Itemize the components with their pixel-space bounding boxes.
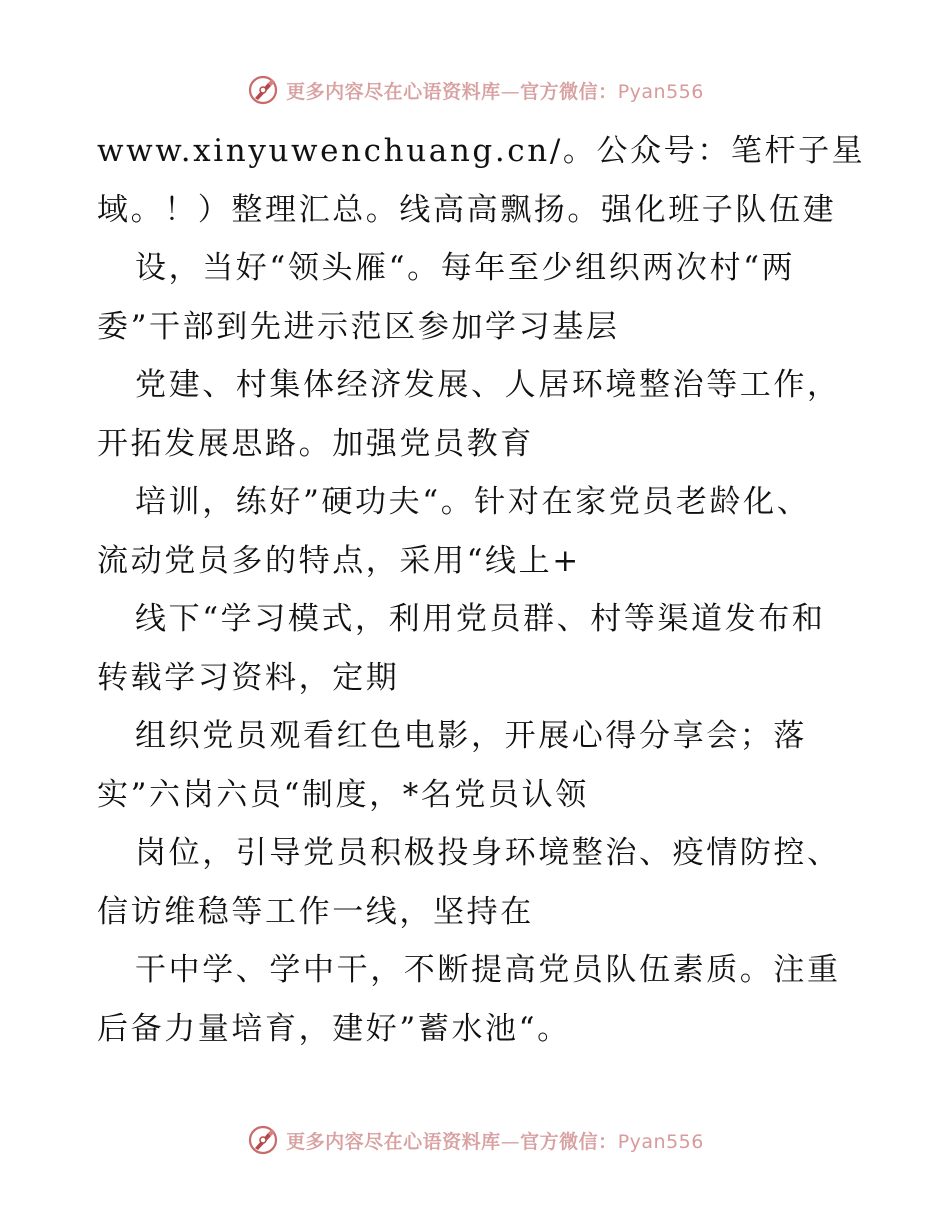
watermark-wechat-label: 官方微信： — [520, 80, 618, 103]
watermark-dash: — — [500, 80, 521, 103]
text-line: 岗位，引导党员积极投身环境整治、疫情防控、 — [135, 835, 841, 871]
text-line: 党建、村集体经济发展、人居环境整治等工作， — [135, 367, 841, 403]
pen-circle-logo-icon — [246, 73, 280, 107]
text-line: 域。！）整理汇总。线高高飘扬。强化班子队伍建 — [97, 191, 837, 228]
pen-circle-logo-icon — [246, 1123, 280, 1157]
header-watermark — [0, 70, 950, 110]
watermark-text — [286, 77, 704, 104]
text-line: 后备力量培育，建好”蓄水池“。 — [97, 1010, 571, 1047]
text-line: 委”干部到先进示范区参加学习基层 — [97, 308, 620, 345]
text-line: 信访维稳等工作一线，坚持在 — [97, 893, 534, 930]
text-line: 线下“学习模式，利用党员群、村等渠道发布和 — [135, 601, 826, 637]
watermark-dash: — — [500, 1130, 521, 1153]
text-line: 实”六岗六员“制度，*名党员认领 — [97, 776, 589, 813]
text-line: 转载学习资料，定期 — [97, 659, 400, 696]
watermark-site-name: 更多内容尽在心语资料库 — [286, 1130, 501, 1153]
watermark-text — [286, 1127, 704, 1154]
text-line: 流动党员多的特点，采用“线上+ — [97, 542, 581, 579]
document-body — [97, 122, 866, 1058]
text-line: 开拓发展思路。加强党员教育 — [97, 425, 534, 462]
watermark-site-name: 更多内容尽在心语资料库 — [286, 80, 501, 103]
text-line: 组织党员观看红色电影，开展心得分享会；落 — [135, 718, 807, 754]
watermark-wechat-id: Pyan556 — [617, 80, 704, 103]
text-line: www.xinyuwenchuang.cn/。公众号：笔杆子星 — [97, 133, 866, 169]
watermark-wechat-id: Pyan556 — [617, 1130, 704, 1153]
footer-watermark — [0, 1120, 950, 1160]
text-line: 干中学、学中干，不断提高党员队伍素质。注重 — [135, 952, 841, 988]
text-line: 培训，练好”硬功夫“。针对在家党员老龄化、 — [135, 484, 811, 520]
text-line: 设，当好“领头雁“。每年至少组织两次村“两 — [135, 250, 796, 286]
watermark-wechat-label: 官方微信： — [520, 1130, 618, 1153]
